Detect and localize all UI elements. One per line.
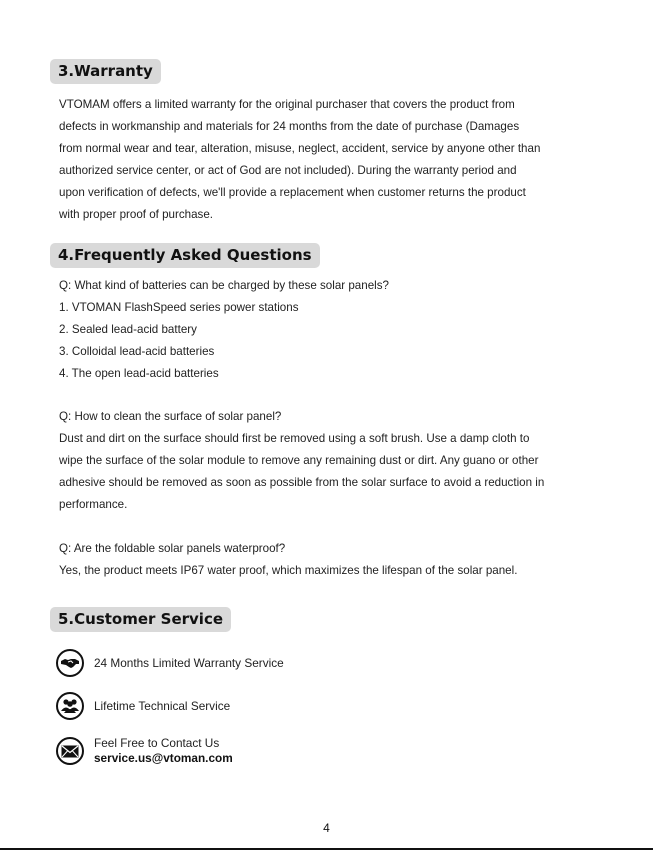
page-number: 4 xyxy=(323,821,330,835)
section-heading-warranty: 3.Warranty xyxy=(50,59,161,84)
service-item-contact xyxy=(56,736,233,766)
faq-cleaning xyxy=(59,406,619,516)
warranty-paragraph xyxy=(59,94,619,226)
contact-text xyxy=(94,736,233,766)
faq-answer-line: Dust and dirt on the surface should first be removed using a soft brush. Use a damp cloth to xyxy=(59,432,530,445)
faq-waterproof xyxy=(59,538,619,582)
faq-question: Q: How to clean the surface of solar panel? xyxy=(59,410,282,423)
envelope-icon xyxy=(56,737,84,765)
service-label: Lifetime Technical Service xyxy=(94,698,231,713)
faq-question: Q: What kind of batteries can be charged by these solar panels? xyxy=(59,279,389,292)
faq-answer-item: 3. Colloidal lead-acid batteries xyxy=(59,345,215,358)
warranty-line: upon verification of defects, we'll provide a replacement when customer returns the product xyxy=(59,186,526,199)
warranty-line: with proper proof of purchase. xyxy=(59,208,214,221)
warranty-line: from normal wear and tear, alteration, misuse, neglect, accident, service by anyone other than xyxy=(59,142,541,155)
service-label: Feel Free to Contact Us xyxy=(94,736,220,750)
contact-email-link[interactable]: service.us@vtoman.com xyxy=(94,751,233,765)
service-label: 24 Months Limited Warranty Service xyxy=(94,655,284,670)
faq-answer-line: Yes, the product meets IP67 water proof, which maximizes the lifespan of the solar panel. xyxy=(59,564,518,577)
faq-answer-line: wipe the surface of the solar module to remove any remaining dust or dirt. Any guano or other xyxy=(59,454,539,467)
section-heading-faq: 4.Frequently Asked Questions xyxy=(50,243,320,268)
faq-answer-item: 2. Sealed lead-acid battery xyxy=(59,323,197,336)
faq-answer-item: 4. The open lead-acid batteries xyxy=(59,367,219,380)
warranty-line: defects in workmanship and materials for 24 months from the date of purchase (Damages xyxy=(59,120,520,133)
faq-answer-line: performance. xyxy=(59,498,128,511)
faq-question: Q: Are the foldable solar panels waterproof? xyxy=(59,542,286,555)
handshake-icon xyxy=(56,649,84,677)
faq-answer-item: 1. VTOMAN FlashSpeed series power stations xyxy=(59,301,299,314)
people-icon xyxy=(56,692,84,720)
section-heading-customer-service: 5.Customer Service xyxy=(50,607,231,632)
bottom-rule xyxy=(0,848,653,850)
faq-answer-line: adhesive should be removed as soon as possible from the solar surface to avoid a reduction in xyxy=(59,476,545,489)
warranty-line: authorized service center, or act of God are not included). During the warranty period and xyxy=(59,164,517,177)
faq-batteries xyxy=(59,275,619,385)
service-item-technical xyxy=(56,692,230,720)
warranty-line: VTOMAM offers a limited warranty for the original purchaser that covers the product from xyxy=(59,98,515,111)
service-item-warranty xyxy=(56,649,284,677)
